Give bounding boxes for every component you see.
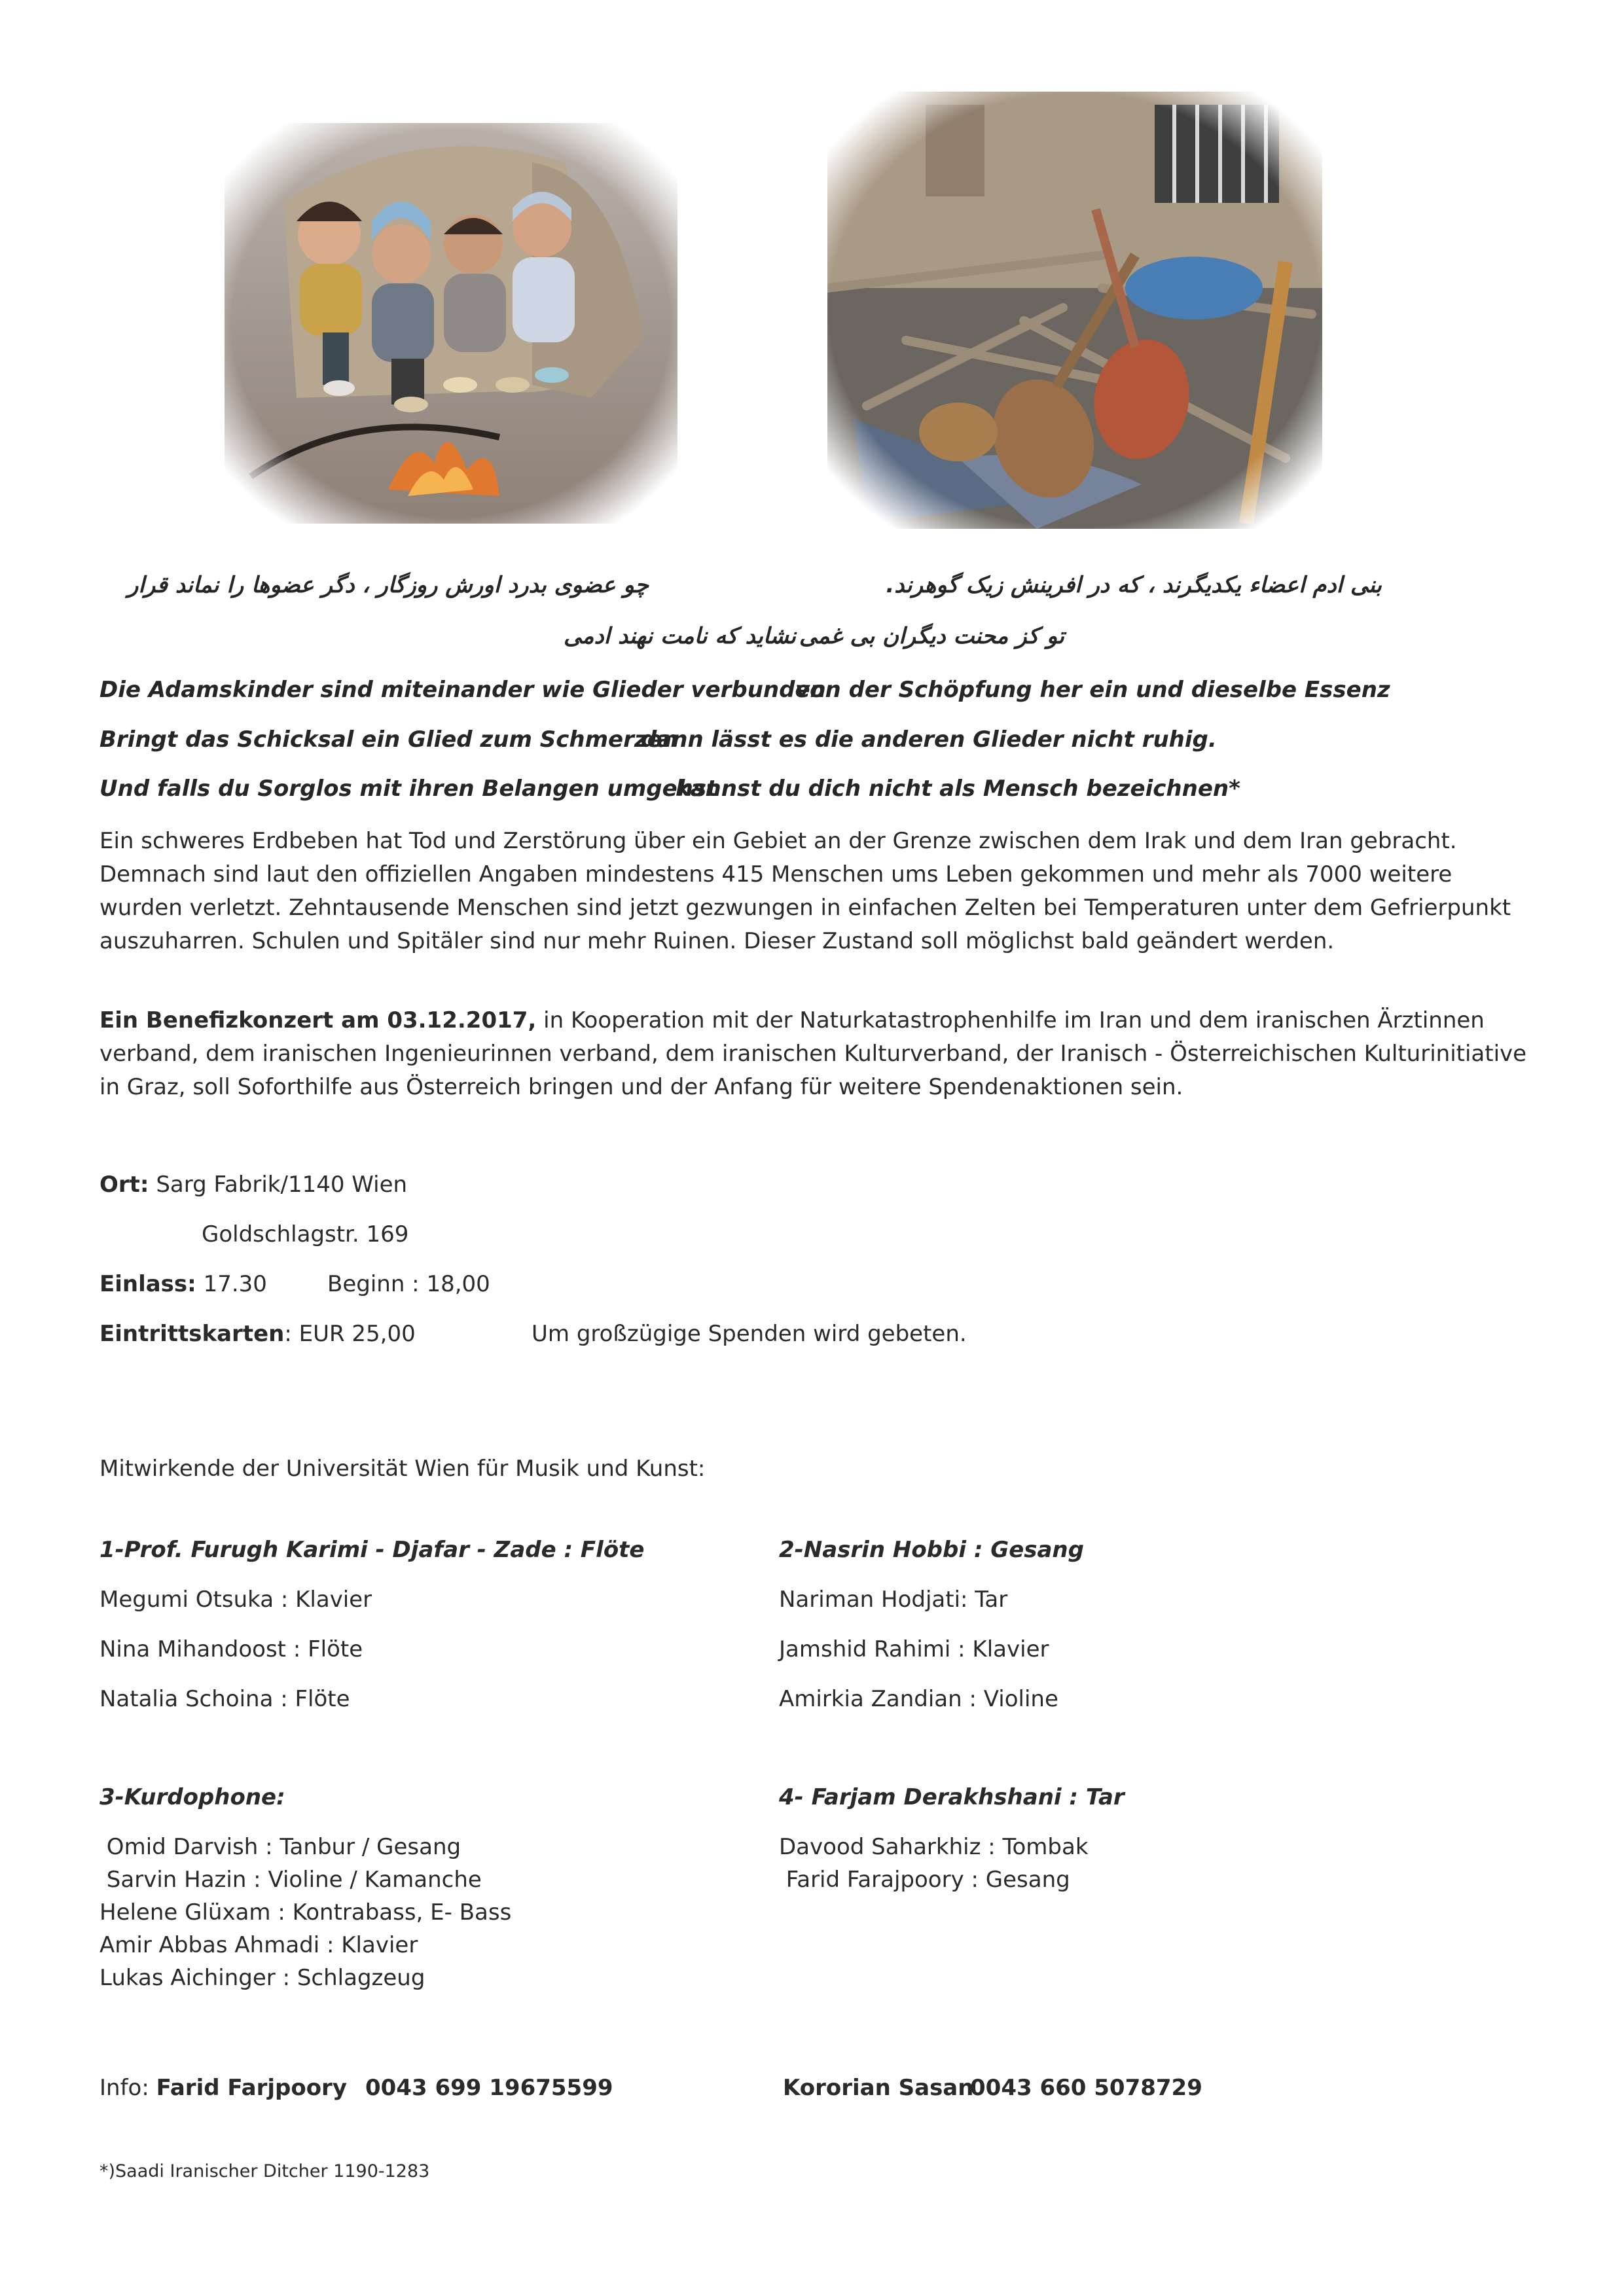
group-4-member: Davood Saharkhiz : Tombak (779, 1834, 1089, 1860)
info-phone-2-value: 0043 660 5078729 (970, 2075, 1202, 2101)
poem-fa-line1-left: چو عضوی بدرد اورش روزگار ، دگر عضوها را نماند قرار (128, 572, 649, 598)
group-3-title: 3-Kurdophone: (99, 1784, 285, 1810)
admission-label: Einlass: (99, 1271, 196, 1297)
poem-fa-line2-right: تو کز محنت دیگران بی غمی (799, 623, 1064, 649)
group-2-title: 2-Nasrin Hobbi : Gesang (779, 1537, 1084, 1563)
group-2-member: Nariman Hodjati: Tar (779, 1587, 1008, 1613)
group-1-member: Megumi Otsuka : Klavier (99, 1587, 372, 1613)
footnote: *)Saadi Iranischer Ditcher 1190-1283 (99, 2161, 430, 2181)
poem-de-line2b: dann lässt es die anderen Glieder nicht ruhig. (641, 726, 1217, 753)
poem-de-line3a: Und falls du Sorglos mit ihren Belangen umgehst (99, 776, 717, 802)
group-1-member: Nina Mihandoost : Flöte (99, 1636, 363, 1662)
info-name-2: Kororian Sasan (783, 2075, 974, 2101)
group-3-member: Amir Abbas Ahmadi : Klavier (99, 1932, 418, 1958)
street: Goldschlagstr. 169 (202, 1221, 409, 1247)
group-1-title: 1-Prof. Furugh Karimi - Djafar - Zade : Flöte (99, 1537, 645, 1563)
concert-paragraph (99, 1004, 1546, 1104)
location-label: Ort: (99, 1172, 149, 1198)
group-1-member: Natalia Schoina : Flöte (99, 1686, 350, 1712)
group-2-member: Amirkia Zandian : Violine (779, 1686, 1058, 1712)
info-phone-2 (970, 2075, 1202, 2101)
info-contact-2 (783, 2075, 973, 2101)
group-3-member: Helene Glüxam : Kontrabass, E- Bass (99, 1899, 512, 1926)
info-phone-1-value: 0043 699 19675599 (365, 2075, 613, 2101)
intro-line: auszuharren. Schulen und Spitäler sind nur mehr Ruinen. Dieser Zustand soll möglichst bald geändert werden. (99, 928, 1335, 954)
intro-paragraph (99, 825, 1546, 958)
info-label: Info: (99, 2075, 156, 2101)
location-value: Sarg Fabrik/1140 Wien (149, 1172, 408, 1198)
ruins-instruments-photo (827, 92, 1322, 529)
group-3-member: Lukas Aichinger : Schlagzeug (99, 1965, 425, 1991)
tickets (99, 1321, 416, 1347)
intro-line: Ein schweres Erdbeben hat Tod und Zerstörung über ein Gebiet an der Grenze zwischen dem Irak und dem Iran gebracht. (99, 828, 1457, 854)
donation-note: Um großzügige Spenden wird gebeten. (532, 1321, 967, 1347)
poem-de-line1b: von der Schöpfung her ein und dieselbe Essenz (795, 677, 1390, 703)
info-contact-1 (99, 2075, 347, 2101)
intro-line: Demnach sind laut den offiziellen Angaben mindestens 415 Menschen ums Leben gekommen und mehr als 7000 weitere (99, 861, 1453, 888)
participants-intro: Mitwirkende der Universität Wien für Musik und Kunst: (99, 1456, 706, 1482)
group-4-title: 4- Farjam Derakhshani : Tar (779, 1784, 1125, 1810)
admission-value: 17.30 (196, 1271, 267, 1297)
children-photo (225, 123, 677, 524)
info-phone-1 (365, 2075, 613, 2101)
admission (99, 1271, 267, 1297)
group-4-member: Farid Farajpoory : Gesang (779, 1867, 1070, 1893)
group-2-member: Jamshid Rahimi : Klavier (779, 1636, 1049, 1662)
info-name-1: Farid Farjpoory (156, 2075, 347, 2101)
location (99, 1172, 407, 1198)
poem-de-line2a: Bringt das Schicksal ein Glied zum Schmerzen (99, 726, 678, 753)
poem-de-line3b: kannst du dich nicht als Mensch bezeichnen* (676, 776, 1240, 802)
group-3-member: Sarvin Hazin : Violine / Kamanche (99, 1867, 482, 1893)
poem-fa-line2-left: نشاید که نامت نهند ادمی (563, 623, 796, 649)
intro-line: wurden verletzt. Zehntausende Menschen sind jetzt gezwungen in einfachen Zelten bei Temperaturen unter dem Gefrierpunkt (99, 895, 1511, 921)
concert-date: Ein Benefizkonzert am 03.12.2017, (99, 1007, 537, 1033)
concert-line2: verband, dem iranischen Ingenieurinnen verband, dem iranischen Kulturverband, der Iranisch - Österreichischen Kulturinitiative (99, 1041, 1527, 1067)
concert-line1: in Kooperation mit der Naturkatastrophenhilfe im Iran und dem iranischen Ärztinnen (536, 1007, 1485, 1033)
poem-fa-line1-right: بنی ادم اعضاء یکدیگرند ، که در افرینش زیک گوهرند. (886, 572, 1382, 598)
concert-line3: in Graz, soll Soforthilfe aus Österreich bringen und der Anfang für weitere Spendenaktionen sein. (99, 1074, 1183, 1100)
start-time: Beginn : 18,00 (327, 1271, 490, 1297)
poem-de-line1a: Die Adamskinder sind miteinander wie Glieder verbunden (99, 677, 826, 703)
group-3-member: Omid Darvish : Tanbur / Gesang (99, 1834, 461, 1860)
tickets-label: Eintrittskarten (99, 1321, 285, 1347)
tickets-value: : EUR 25,00 (284, 1321, 416, 1347)
